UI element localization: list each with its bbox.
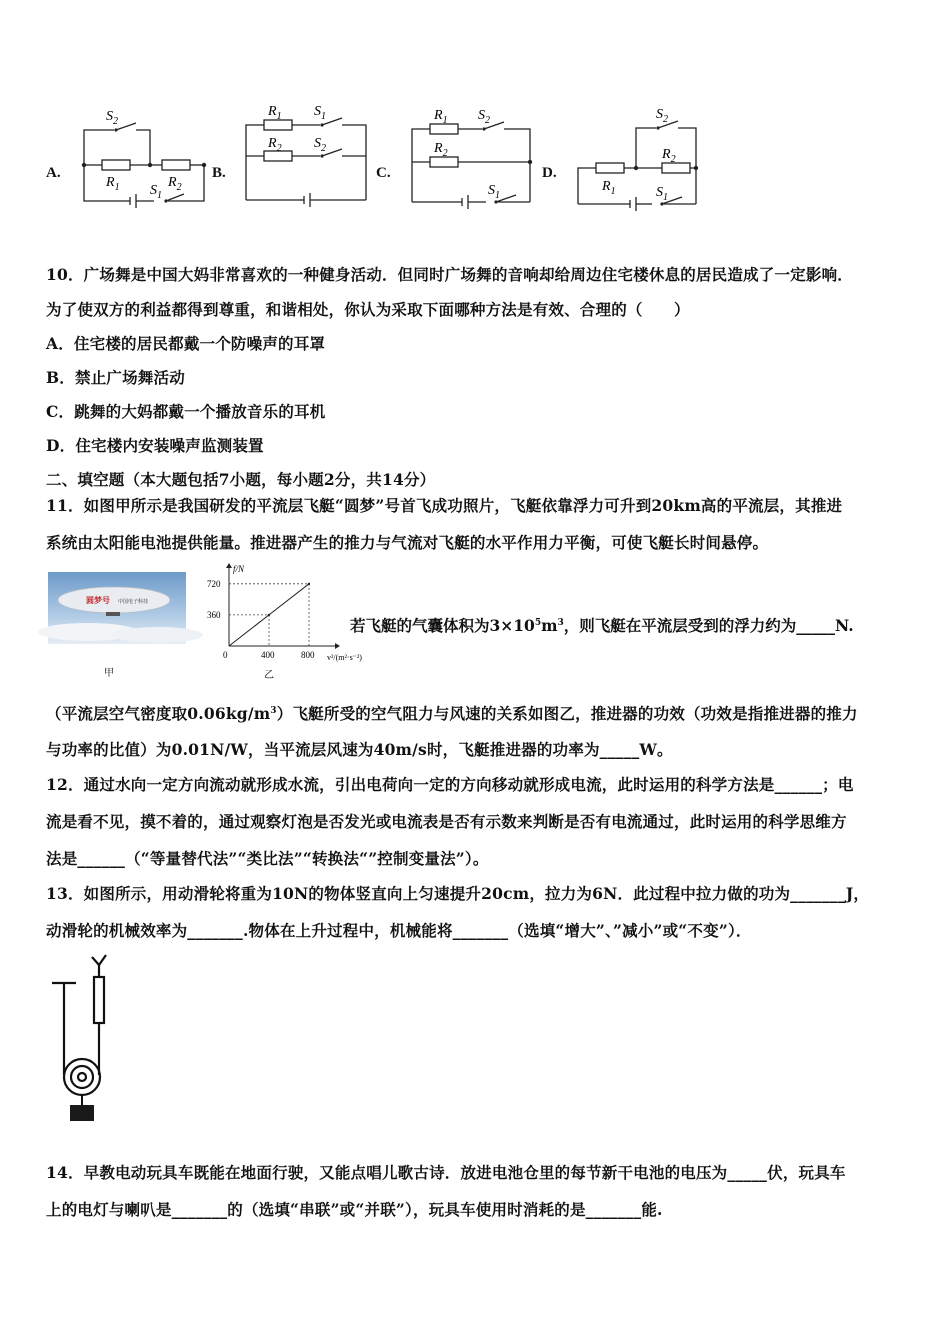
- q11-line-1: 11．如图甲所示是我国研发的平流层飞艇“圆梦”号首飞成功照片，飞艇依靠浮力可升到20km高的平流层，其推进: [46, 496, 843, 515]
- q11-line-4: 与功率的比值）为0.01N/W，当平流层风速为40m/s时，飞艇推进器的功率为_____W。: [46, 740, 673, 759]
- svg-text:中国电子科技: 中国电子科技: [118, 600, 149, 605]
- q10-option-c: C．跳舞的大妈都戴一个播放音乐的耳机: [46, 402, 326, 421]
- q13-line-2: 动滑轮的机械效率为_______.物体在上升过程中，机械能将_______（选填“增大”、”减小”或“不变”）．: [46, 921, 752, 940]
- y-tick-label: 360: [207, 609, 221, 620]
- option-d-label: D.: [542, 165, 557, 181]
- q11-line-2: 系统由太阳能电池提供能量。推进器产生的推力与气流对飞艇的水平作用力平衡，可使飞艇长时间悬停。: [46, 533, 769, 552]
- svg-text:R2: $R_2$: [434, 141, 448, 159]
- q11-line-3: （平流层空气密度取$0.06kg/m^3$）飞艇所受的空气阻力与风速的关系如图乙，推进器的功效（功效是指推进器的推力: [46, 704, 858, 723]
- q14-line-1: 14．早教电动玩具车既能在地面行驶，又能点唱儿歌古诗．放进电池仓里的每节新干电池的电压为_____伏，玩具车: [46, 1163, 846, 1182]
- svg-text:S1: $S_1$: [314, 104, 326, 122]
- svg-text:S2: $S_2$: [656, 107, 668, 125]
- svg-text:R2: $R_2$: [268, 136, 282, 154]
- svg-text:S2: $S_2$: [478, 108, 490, 126]
- svg-text:S2: $S_2$: [314, 136, 326, 154]
- svg-text:S1: $S_1$: [488, 183, 500, 201]
- data-point: [268, 614, 270, 616]
- q10-line-2: 为了使双方的利益都得到尊重，和谐相处，你认为采取下面哪种方法是有效、合理的（ ）: [46, 300, 690, 319]
- y-tick-label: 720: [207, 578, 221, 589]
- q10-line-1: 10．广场舞是中国大妈非常喜欢的一种健身活动．但同时广场舞的音响却给周边住宅楼休息的居民造成了一定影响．: [46, 265, 853, 284]
- svg-text:R2: $R_2$: [168, 175, 182, 193]
- svg-text:S1: $S_1$: [150, 183, 162, 201]
- circuit-c: [404, 100, 542, 215]
- section-2-heading: 二、填空题（本大题包括7小题，每小题2分，共14分）: [46, 470, 436, 489]
- q10-option-b: B．禁止广场舞活动: [46, 368, 185, 387]
- data-point: [308, 583, 310, 585]
- photo-caption: 甲: [104, 668, 114, 679]
- svg-text:R2: $R_2$: [662, 147, 676, 165]
- svg-text:S1: $S_1$: [656, 185, 668, 203]
- option-c-label: C.: [376, 165, 391, 181]
- circuit-b: [238, 100, 373, 215]
- x-tick-label: 800: [301, 650, 315, 660]
- graph-caption: 乙: [264, 670, 274, 681]
- airship-photo: [48, 572, 186, 644]
- y-axis-arrow: [226, 563, 232, 568]
- svg-text:R1: $R_1$: [602, 179, 616, 197]
- q12-line-1: 12．通过水向一定方向流动就形成水流，引出电荷向一定的方向移动就形成电流，此时运用的科学方法是______；电: [46, 775, 854, 794]
- circuit-a: [78, 100, 214, 215]
- x-axis-arrow: [335, 643, 340, 649]
- x-tick-label: 400: [261, 650, 275, 660]
- q12-line-3: 法是______（“等量替代法”“类比法”“转换法“”控制变量法”）。: [46, 849, 489, 868]
- q13-line-1: 13．如图所示，用动滑轮将重为10N的物体竖直向上匀速提升20cm，拉力为6N．此过程中拉力做的功为_______J，: [46, 884, 870, 903]
- svg-text:R1: $R_1$: [268, 104, 282, 122]
- q10-option-d: D．住宅楼内安装噪声监测装置: [46, 436, 264, 455]
- option-b-label: B.: [212, 165, 226, 181]
- q10-option-a: A．住宅楼的居民都戴一个防噪声的耳罩: [46, 334, 326, 353]
- x-tick-label: 0: [223, 650, 228, 660]
- pulley-diagram: [44, 955, 124, 1123]
- drag-speed-chart: [205, 562, 362, 666]
- svg-text:圆梦号: 圆梦号: [86, 596, 110, 605]
- svg-text:R1: $R_1$: [106, 175, 120, 193]
- q14-line-2: 上的电灯与喇叭是_______的（选填“串联”或“并联”），玩具车使用时消耗的是_______能.: [46, 1200, 663, 1219]
- svg-text:R1: $R_1$: [434, 108, 448, 126]
- svg-text:S2: $S_2$: [106, 109, 118, 127]
- q12-line-2: 流是看不见，摸不着的，通过观察灯泡是否发光或电流表是否有示数来判断是否有电流通过，此时运用的科学思维方: [46, 812, 847, 831]
- x-axis-label: v²/(m²·s⁻²): [327, 653, 362, 662]
- circuit-d: [572, 100, 708, 215]
- option-a-label: A.: [46, 165, 61, 181]
- q11-side-text: 若飞艇的气囊体积为$3\times 10^5m^3$，则飞艇在平流层受到的浮力约为_____N.: [350, 616, 854, 635]
- y-axis-label: f/N: [233, 564, 245, 574]
